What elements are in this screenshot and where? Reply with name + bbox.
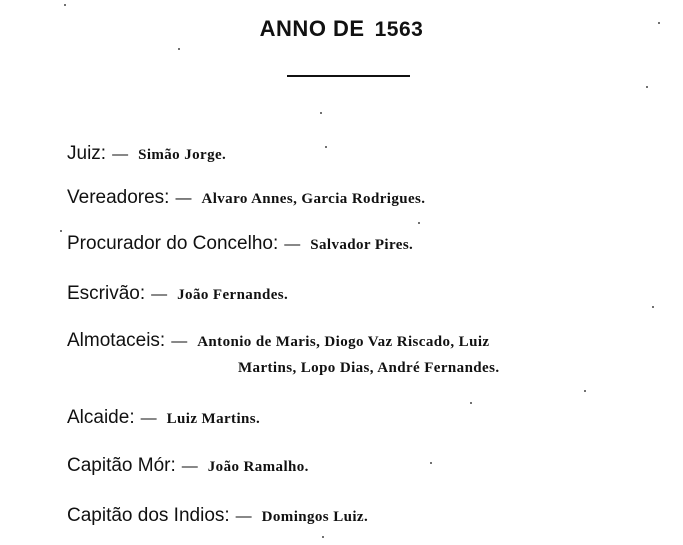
entry-dash: — bbox=[235, 508, 252, 525]
scan-speck bbox=[658, 22, 660, 24]
entry-label: Capitão Mór: bbox=[67, 455, 176, 476]
entry-capitao-indios bbox=[67, 505, 368, 527]
scan-speck bbox=[470, 402, 472, 404]
scan-speck bbox=[430, 462, 432, 464]
entry-dash: — bbox=[175, 190, 192, 207]
entry-value: Luiz Martins. bbox=[166, 411, 261, 427]
entry-vereadores bbox=[67, 187, 425, 209]
entry-dash: — bbox=[181, 458, 198, 475]
scan-speck bbox=[418, 222, 420, 224]
entry-value: Domingos Luiz. bbox=[261, 509, 369, 525]
scan-speck bbox=[584, 390, 586, 392]
entry-value: Simão Jorge. bbox=[138, 147, 227, 163]
entry-dash: — bbox=[171, 333, 188, 350]
entry-label: Vereadores: bbox=[67, 187, 170, 208]
entry-value: João Ramalho. bbox=[207, 459, 309, 475]
title-prefix: ANNO DE bbox=[259, 16, 365, 41]
entry-label: Escrivão: bbox=[67, 283, 146, 304]
entry-label: Capitão dos Indios: bbox=[67, 505, 230, 526]
entry-value: João Fernandes. bbox=[177, 287, 289, 303]
entry-value: Antonio de Maris, Diogo Vaz Riscado, Luiz bbox=[197, 334, 490, 350]
entry-dash: — bbox=[140, 410, 157, 427]
scan-speck bbox=[646, 86, 648, 88]
entry-procurador bbox=[67, 233, 413, 255]
entry-value: Salvador Pires. bbox=[310, 237, 414, 253]
scan-speck bbox=[64, 4, 66, 6]
entry-alcaide bbox=[67, 407, 260, 429]
entry-escrivao bbox=[67, 283, 288, 305]
title-divider bbox=[287, 75, 410, 77]
entry-juiz bbox=[67, 143, 226, 165]
page-title bbox=[0, 14, 683, 45]
scan-speck bbox=[320, 112, 322, 114]
title-year: 1563 bbox=[374, 18, 424, 41]
entry-dash: — bbox=[151, 286, 168, 303]
entry-label: Juiz: bbox=[67, 143, 107, 164]
scan-speck bbox=[652, 306, 654, 308]
entry-almotaceis bbox=[67, 330, 489, 352]
entry-value-continuation: Martins, Lopo Dias, André Fernandes. bbox=[238, 360, 500, 376]
entry-label: Alcaide: bbox=[67, 407, 135, 428]
scan-speck bbox=[325, 146, 327, 148]
scan-speck bbox=[322, 536, 324, 538]
entry-label: Almotaceis: bbox=[67, 330, 166, 351]
entry-value: Alvaro Annes, Garcia Rodrigues. bbox=[201, 191, 426, 207]
entry-dash: — bbox=[284, 236, 301, 253]
entry-capitao-mor bbox=[67, 455, 309, 477]
scan-speck bbox=[178, 48, 180, 50]
entry-dash: — bbox=[112, 146, 129, 163]
entry-label: Procurador do Concelho: bbox=[67, 233, 279, 254]
scan-speck bbox=[60, 230, 62, 232]
